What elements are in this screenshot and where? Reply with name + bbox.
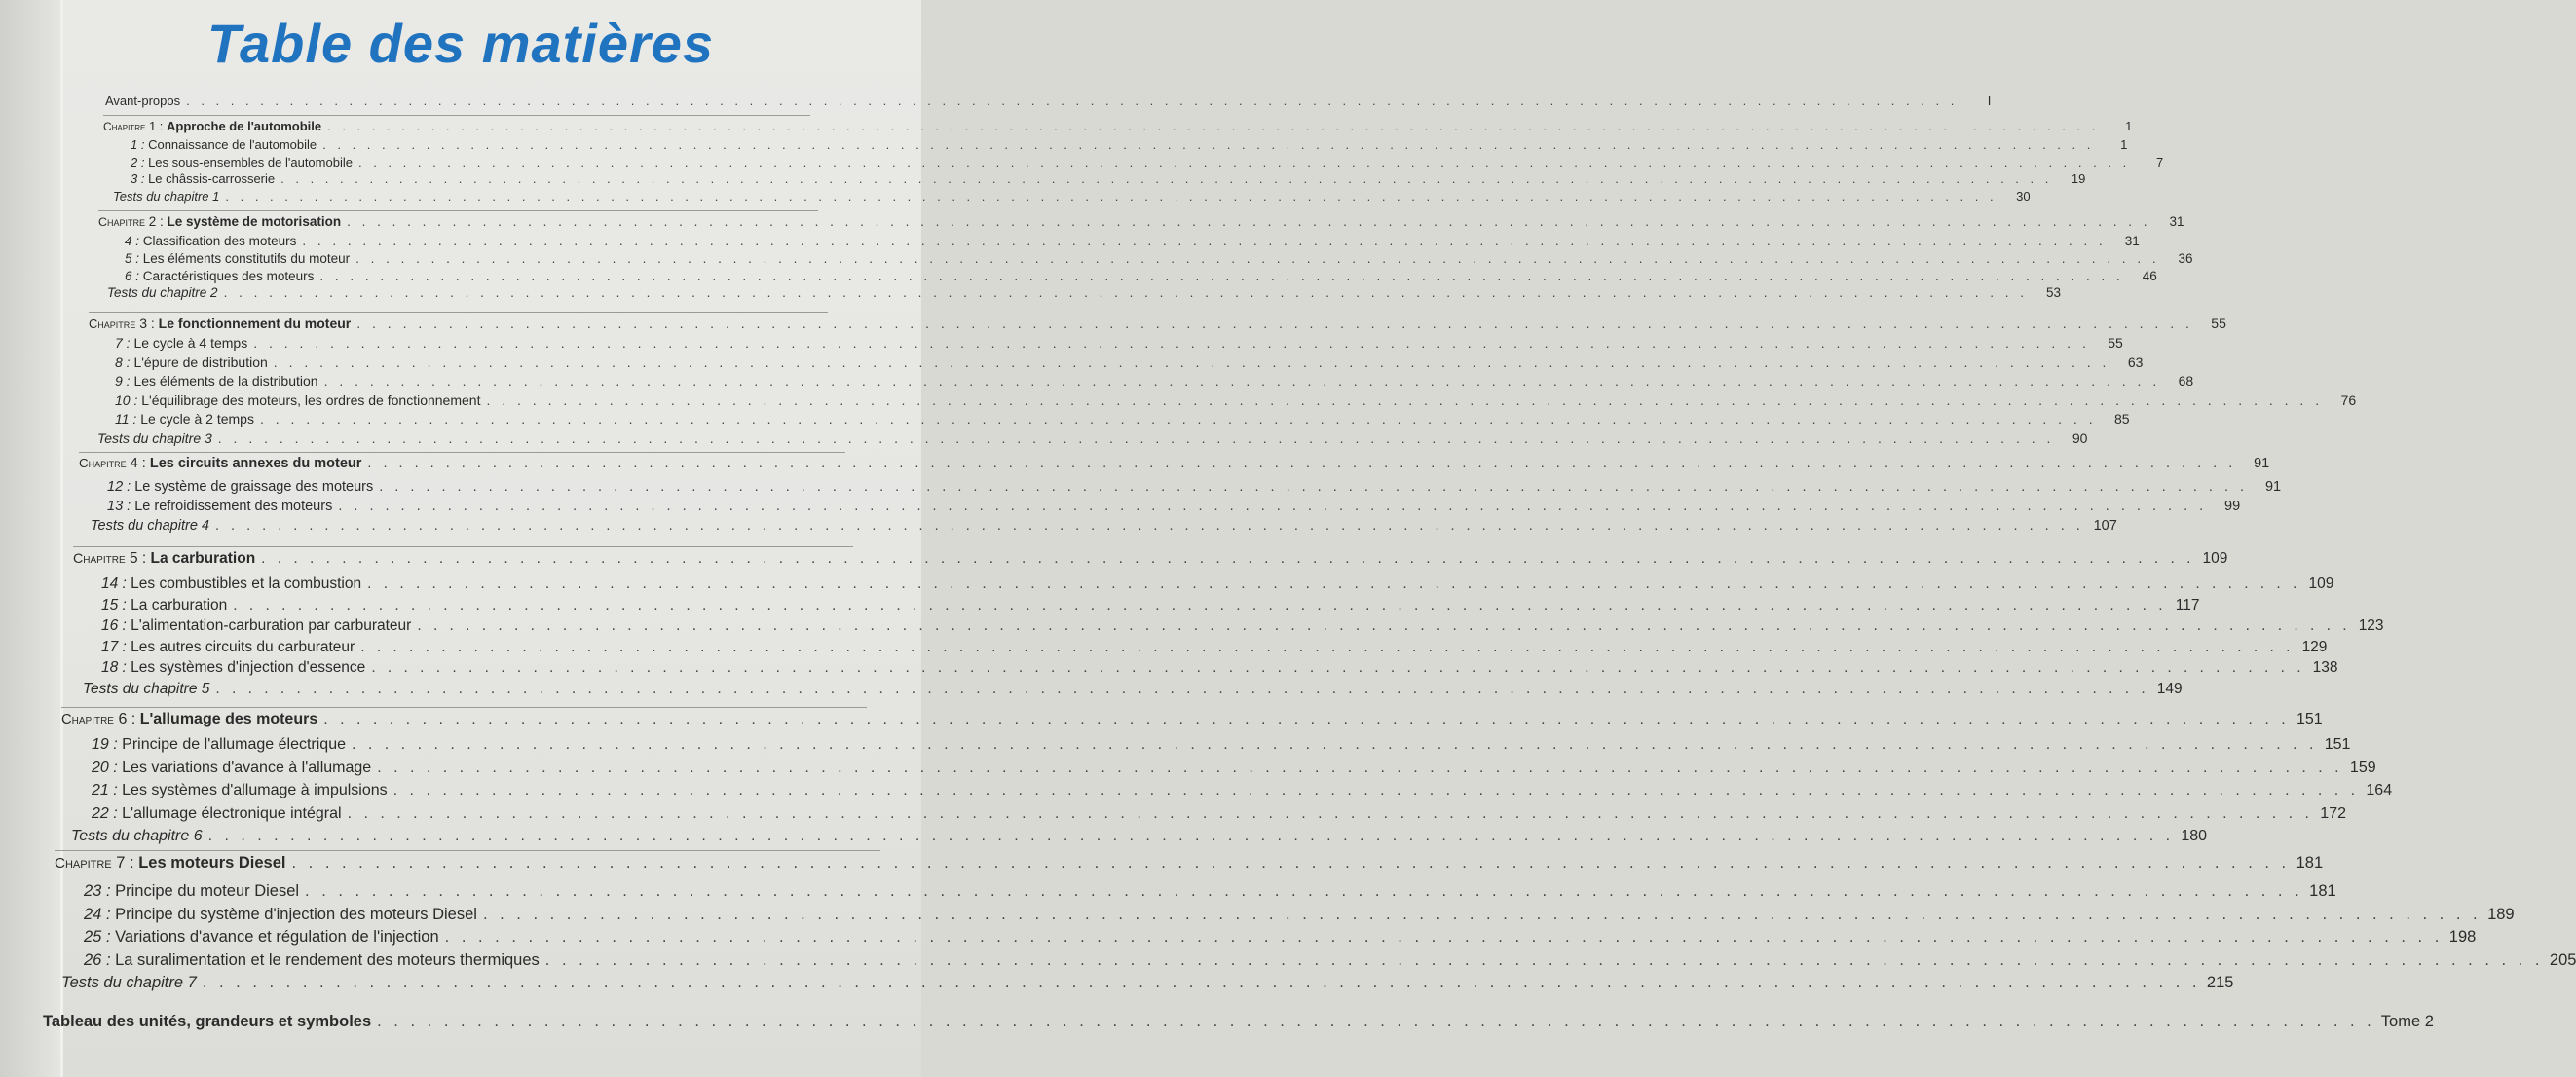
entry-label: Avant-propos [105, 93, 181, 108]
leader-dots: . . . . . . . . . . . . . . . . . . . . . . . . . . . . . . . . . . . . . . . . . . . . . . . . . . . . . . . . . . . . . . . . . . . . . . . . . . . . . . . . . . . . . . . . . . . . . . . . . . . . . . . . . . . . . . . . . . . . . . . . [323, 373, 2161, 389]
section-label: L'allumage électronique intégral [122, 804, 342, 822]
leader-dots: . . . . . . . . . . . . . . . . . . . . . . . . . . . . . . . . . . . . . . . . . . . . . . . . . . . . . . . . . . . . . . . . . . . . . . . . . . . . . . . . . . . . . . . . . . . . . . . . . . . . . . . . . . . . . . . . . . . . . . . . [327, 119, 2100, 133]
section-sep: : [108, 804, 123, 822]
section-sep: : [131, 234, 143, 248]
leader-dots: . . . . . . . . . . . . . . . . . . . . . . . . . . . . . . . . . . . . . . . . . . . . . . . . . . . . . . . . . . . . . . . . . . . . . . . . . . . . . . . . . . . . . . . . . . . . . . . . . . . . . . . . . . . . . . . . . . . . . . . . [367, 576, 2301, 592]
entry-text [131, 137, 317, 152]
section-sep: : [137, 171, 149, 186]
toc-tests-chapter-4 [91, 518, 2117, 538]
toc-section-8 [115, 353, 2144, 373]
toc-entry-units-table [43, 1013, 2434, 1034]
toc-section-22 [92, 804, 2346, 827]
chapter-number: 3 [139, 316, 147, 331]
chapter-number: 1 [148, 119, 157, 133]
page-number: 172 [2320, 804, 2346, 822]
entry-text [115, 392, 480, 408]
chapter-title: Le système de motorisation [167, 214, 342, 229]
entry-text [84, 928, 439, 947]
chapter-number: 7 [116, 854, 126, 872]
section-sep: : [118, 659, 131, 676]
page-number: 1 [2120, 137, 2128, 152]
section-number: 22 [92, 804, 109, 822]
section-number: 16 [101, 617, 119, 634]
section-sep: : [108, 736, 123, 753]
page-number: 63 [2127, 353, 2144, 370]
section-number: 19 [92, 736, 109, 753]
toc-section-3 [131, 171, 2086, 189]
section-number: 4 [125, 234, 132, 248]
page-number: 46 [2142, 268, 2157, 283]
entry-text [79, 456, 361, 471]
section-number: 10 [115, 391, 131, 408]
leader-dots: . . . . . . . . . . . . . . . . . . . . . . . . . . . . . . . . . . . . . . . . . . . . . . . . . . . . . . . . . . . . . . . . . . . . . . . . . . . . . . . . . . . . . . . . . . . . . . . . . . . . . . . . . . . . . . . . . . . . . . . . [259, 411, 2097, 427]
entry-text [98, 214, 341, 229]
section-sep: : [118, 617, 131, 634]
section-number: 7 [115, 335, 123, 351]
leader-dots: . . . . . . . . . . . . . . . . . . . . . . . . . . . . . . . . . . . . . . . . . . . . . . . . . . . . . . . . . . . . . . . . . . . . . . . . . . . . . . . . . . . . . . . . . . . . . . . . . . . . . . . . . . . . . . . . . . . . . . . . [367, 456, 2237, 471]
toc-chapter-5 [73, 550, 2228, 571]
page-number: 85 [2114, 411, 2130, 427]
page-number: 30 [2016, 188, 2031, 204]
page-number: 215 [2206, 974, 2234, 991]
leader-dots: . . . . . . . . . . . . . . . . . . . . . . . . . . . . . . . . . . . . . . . . . . . . . . . . . . . . . . . . . . . . . . . . . . . . . . . . . . . . . . . . . . . . . . . . . . . . . . . . . . . . . . . . . . . . . . . . . . . . . . . . [217, 429, 2055, 446]
toc-section-21 [92, 782, 2393, 803]
page-number: 107 [2093, 518, 2117, 534]
section-label: Principe de l'allumage électrique [122, 736, 346, 753]
tests-label: Tests du chapitre 6 [71, 828, 203, 844]
section-sep: : [123, 479, 135, 495]
page-number: 129 [2301, 638, 2328, 655]
section-sep: : [131, 250, 143, 266]
chapter-word: Chapitre [98, 215, 145, 229]
leader-dots: . . . . . . . . . . . . . . . . . . . . . . . . . . . . . . . . . . . . . . . . . . . . . . . . . . . . . . . . . . . . . . . . . . . . . . . . . . . . . . . . . . . . . . . . . . . . . . . . . . . . . . . . . . . . . . . . . . . . . . . . [261, 550, 2195, 567]
leader-dots: . . . . . . . . . . . . . . . . . . . . . . . . . . . . . . . . . . . . . . . . . . . . . . . . . . . . . . . . . . . . . . . . . . . . . . . . . . . . . . . . . . . . . . . . . . . . . . . . . . . . . . . . . . . . . . . . . . . . . . . . [355, 250, 2160, 266]
section-sep: : [123, 499, 135, 514]
chapter-sep: : [137, 456, 150, 471]
entry-text [125, 269, 314, 283]
section-number: 6 [125, 268, 132, 283]
section-label: La carburation [131, 596, 228, 613]
section-label: Le refroidissement des moteurs [134, 499, 333, 514]
toc-section-12 [107, 479, 2282, 499]
leader-dots: . . . . . . . . . . . . . . . . . . . . . . . . . . . . . . . . . . . . . . . . . . . . . . . . . . . . . . . . . . . . . . . . . . . . . . . . . . . . . . . . . . . . . . . . . . . . . . . . . . . . . . . . . . . . . . . . . . . . . . . . [202, 974, 2201, 991]
leader-dots: . . . . . . . . . . . . . . . . . . . . . . . . . . . . . . . . . . . . . . . . . . . . . . . . . . . . . . . . . . . . . . . . . . . . . . . . . . . . . . . . . . . . . . . . . . . . . . . . . . . . . . . . . . . . . . . . . . . . . . . . [379, 479, 2249, 495]
leader-dots: . . . . . . . . . . . . . . . . . . . . . . . . . . . . . . . . . . . . . . . . . . . . . . . . . . . . . . . . . . . . . . . . . . . . . . . . . . . . . . . . . . . . . . . . . . . . . . . . . . . . . . . . . . . . . . . . . . . . . . . . [215, 680, 2149, 697]
leader-dots: . . . . . . . . . . . . . . . . . . . . . . . . . . . . . . . . . . . . . . . . . . . . . . . . . . . . . . . . . . . . . . . . . . . . . . . . . . . . . . . . . . . . . . . . . . . . . . . . . . . . . . . . . . . . . . . . . . . . . . . . [273, 353, 2110, 370]
section-sep: : [101, 928, 116, 946]
chapter-word: Chapitre [73, 551, 126, 567]
leader-dots: . . . . . . . . . . . . . . . . . . . . . . . . . . . . . . . . . . . . . . . . . . . . . . . . . . . . . . . . . . . . . . . . . . . . . . . . . . . . . . . . . . . . . . . . . . . . . . . . . . . . . . . . . . . . . . . . . . . . . . . . [377, 759, 2343, 776]
toc-section-7 [115, 335, 2123, 353]
page-number: 123 [2358, 617, 2384, 634]
page-number: 151 [2324, 736, 2351, 753]
leader-dots: . . . . . . . . . . . . . . . . . . . . . . . . . . . . . . . . . . . . . . . . . . . . . . . . . . . . . . . . . . . . . . . . . . . . . . . . . . . . . . . . . . . . . . . . . . . . . . . . . . . . . . . . . . . . . . . . . . . . . . . . [347, 804, 2313, 822]
entry-text [61, 711, 317, 728]
toc-section-4 [125, 234, 2140, 251]
entry-text [101, 639, 355, 656]
chapter-divider [79, 452, 845, 453]
chapter-number: 5 [129, 550, 138, 567]
chapter-title: La carburation [150, 550, 256, 567]
page-number: 180 [2181, 828, 2208, 844]
page-number: 36 [2178, 250, 2193, 266]
toc-chapter-2 [98, 214, 2184, 232]
section-number: 9 [115, 373, 123, 389]
toc-section-17 [101, 638, 2328, 659]
entry-text [101, 659, 365, 677]
section-label: Les éléments constitutifs du moteur [142, 250, 351, 266]
chapter-sep: : [125, 854, 139, 872]
page-number: 53 [2045, 285, 2062, 301]
entry-text [107, 479, 373, 495]
toc-section-14 [101, 576, 2334, 596]
page-number: 68 [2178, 373, 2194, 389]
section-label: Les sous-ensembles de l'automobile [148, 154, 353, 169]
entry-text [84, 951, 540, 970]
section-number: 20 [92, 759, 109, 776]
entry-text [43, 1013, 371, 1031]
page-number: 91 [2264, 479, 2282, 495]
tests-label: Tests du chapitre 1 [113, 188, 220, 204]
section-sep: : [137, 137, 149, 152]
entry-text [91, 518, 209, 534]
entry-text [92, 782, 388, 799]
chapter-sep: : [137, 550, 151, 567]
section-sep: : [101, 882, 116, 900]
chapter-title: Les moteurs Diesel [138, 854, 286, 872]
page-number: 205 [2549, 950, 2576, 969]
chapter-title: Les circuits annexes du moteur [149, 456, 362, 471]
section-label: L'épure de distribution [133, 353, 268, 370]
chapter-sep: : [156, 119, 168, 133]
tests-label: Tests du chapitre 2 [107, 285, 218, 301]
page-title: Table des matières [206, 13, 715, 74]
page-number: 1 [2125, 119, 2133, 133]
toc-chapter-1 [103, 119, 2133, 136]
entry-text [113, 189, 219, 204]
page-number: 31 [2124, 234, 2140, 248]
page-number: 109 [2202, 550, 2228, 567]
toc-tests-chapter-7 [61, 974, 2234, 995]
toc-section-25 [84, 928, 2477, 949]
page-number: 76 [2340, 391, 2357, 408]
section-label: L'équilibrage des moteurs, les ordres de fonctionnement [141, 391, 481, 408]
section-sep: : [118, 596, 131, 613]
chapter-sep: : [156, 214, 168, 229]
section-number: 18 [101, 659, 119, 676]
leader-dots: . . . . . . . . . . . . . . . . . . . . . . . . . . . . . . . . . . . . . . . . . . . . . . . . . . . . . . . . . . . . . . . . . . . . . . . . . . . . . . . . . . . . . . . . . . . . . . . . . . . . . . . . . . . . . . . . . . . . . . . . [352, 736, 2318, 753]
section-label: Principe du moteur Diesel [115, 882, 300, 900]
section-number: 11 [115, 411, 130, 427]
entry-text [84, 882, 299, 901]
section-label: Le cycle à 4 temps [133, 335, 248, 351]
entry-text [115, 354, 268, 370]
section-label: Connaissance de l'automobile [148, 137, 317, 152]
chapter-sep: : [147, 316, 159, 331]
section-number: 12 [107, 479, 124, 495]
section-label: L'alimentation-carburation par carburateur [131, 617, 412, 634]
chapter-divider [98, 210, 818, 211]
page-number: 189 [2487, 905, 2515, 923]
entry-text [61, 974, 197, 992]
toc-tests-chapter-5 [83, 680, 2183, 701]
leader-dots: . . . . . . . . . . . . . . . . . . . . . . . . . . . . . . . . . . . . . . . . . . . . . . . . . . . . . . . . . . . . . . . . . . . . . . . . . . . . . . . . . . . . . . . . . . . . . . . . . . . . . . . . . . . . . . . . . . . . . . . . [280, 171, 2053, 186]
entry-text [125, 251, 350, 266]
page-number: 90 [2072, 429, 2088, 446]
chapter-divider [55, 850, 880, 851]
page-number: 151 [2296, 711, 2323, 727]
chapter-word: Chapitre [61, 712, 114, 727]
entry-text [115, 411, 254, 427]
toc-section-9 [115, 373, 2194, 391]
entry-text [115, 373, 318, 389]
entry-text [101, 617, 411, 635]
section-label: Classification des moteurs [142, 234, 297, 248]
leader-dots: . . . . . . . . . . . . . . . . . . . . . . . . . . . . . . . . . . . . . . . . . . . . . . . . . . . . . . . . . . . . . . . . . . . . . . . . . . . . . . . . . . . . . . . . . . . . . . . . . . . . . . . . . . . . . . . . . . . . . . . . [319, 268, 2124, 283]
toc-chapter-3 [89, 316, 2226, 334]
toc-section-6 [125, 268, 2157, 286]
section-sep: : [137, 154, 149, 169]
leader-dots: . . . . . . . . . . . . . . . . . . . . . . . . . . . . . . . . . . . . . . . . . . . . . . . . . . . . . . . . . . . . . . . . . . . . . . . . . . . . . . . . . . . . . . . . . . . . . . . . . . . . . . . . . . . . . . . . . . . . . . . . [444, 928, 2444, 946]
section-label: Les autres circuits du carburateur [131, 638, 355, 655]
chapter-title: L'allumage des moteurs [139, 711, 318, 727]
section-sep: : [129, 411, 141, 427]
section-number: 23 [84, 882, 102, 900]
section-label: Principe du système d'injection des moteurs Diesel [115, 905, 477, 923]
section-sep: : [101, 950, 116, 969]
entry-text [89, 316, 351, 331]
entry-text [103, 119, 321, 133]
entry-text [125, 234, 296, 248]
tests-label: Tests du chapitre 4 [91, 518, 209, 534]
entry-text [55, 854, 286, 873]
section-number: 13 [107, 499, 124, 514]
section-number: 24 [84, 905, 102, 923]
leader-dots: . . . . . . . . . . . . . . . . . . . . . . . . . . . . . . . . . . . . . . . . . . . . . . . . . . . . . . . . . . . . . . . . . . . . . . . . . . . . . . . . . . . . . . . . . . . . . . . . . . . . . . . . . . . . . . . . . . . . . . . . [544, 950, 2544, 969]
toc-section-5 [125, 250, 2193, 269]
section-label: Variations d'avance et régulation de l'injection [115, 928, 439, 946]
page-number: 7 [2155, 154, 2164, 169]
leader-dots: . . . . . . . . . . . . . . . . . . . . . . . . . . . . . . . . . . . . . . . . . . . . . . . . . . . . . . . . . . . . . . . . . . . . . . . . . . . . . . . . . . . . . . . . . . . . . . . . . . . . . . . . . . . . . . . . . . . . . . . . [186, 93, 1959, 108]
page-number: 164 [2366, 782, 2393, 798]
chapter-word: Chapitre [79, 456, 127, 470]
page-number: 181 [2309, 882, 2336, 900]
section-sep: : [122, 373, 134, 389]
entry-text [101, 597, 227, 614]
toc-section-15 [101, 596, 2200, 617]
section-number: 2 [131, 154, 138, 169]
page-number: 181 [2296, 854, 2324, 872]
entry-text [107, 285, 218, 300]
leader-dots: . . . . . . . . . . . . . . . . . . . . . . . . . . . . . . . . . . . . . . . . . . . . . . . . . . . . . . . . . . . . . . . . . . . . . . . . . . . . . . . . . . . . . . . . . . . . . . . . . . . . . . . . . . . . . . . . . . . . . . . . [323, 711, 2290, 727]
entry-text [84, 906, 477, 924]
entry-text [131, 155, 353, 169]
entry-text [97, 430, 212, 446]
page-number: 31 [2169, 214, 2184, 229]
page-number: 198 [2448, 928, 2477, 946]
leader-dots: . . . . . . . . . . . . . . . . . . . . . . . . . . . . . . . . . . . . . . . . . . . . . . . . . . . . . . . . . . . . . . . . . . . . . . . . . . . . . . . . . . . . . . . . . . . . . . . . . . . . . . . . . . . . . . . . . . . . . . . . [225, 188, 1997, 204]
section-number: 3 [131, 171, 138, 186]
tests-label: Tests du chapitre 3 [97, 429, 212, 446]
toc-entry-avant-propos [105, 93, 1992, 111]
page-number: 159 [2349, 759, 2376, 776]
toc-chapter-6 [61, 711, 2323, 732]
section-label: Caractéristiques des moteurs [142, 268, 315, 283]
toc-section-20 [92, 759, 2376, 781]
section-label: Les systèmes d'injection d'essence [131, 659, 366, 676]
chapter-word: Chapitre [89, 316, 136, 331]
leader-dots: . . . . . . . . . . . . . . . . . . . . . . . . . . . . . . . . . . . . . . . . . . . . . . . . . . . . . . . . . . . . . . . . . . . . . . . . . . . . . . . . . . . . . . . . . . . . . . . . . . . . . . . . . . . . . . . . . . . . . . . . [371, 659, 2305, 676]
chapter-divider [61, 707, 867, 708]
section-number: 15 [101, 596, 119, 613]
final-label: Tableau des unités, grandeurs et symboles [43, 1013, 372, 1030]
toc-chapter-7 [55, 854, 2324, 875]
page-number: 117 [2175, 596, 2200, 613]
entry-text [115, 335, 247, 351]
chapter-number: 4 [130, 456, 138, 471]
toc-section-19 [92, 736, 2351, 758]
page-number: 91 [2254, 456, 2270, 471]
leader-dots: . . . . . . . . . . . . . . . . . . . . . . . . . . . . . . . . . . . . . . . . . . . . . . . . . . . . . . . . . . . . . . . . . . . . . . . . . . . . . . . . . . . . . . . . . . . . . . . . . . . . . . . . . . . . . . . . . . . . . . . . [417, 617, 2351, 634]
leader-dots: . . . . . . . . . . . . . . . . . . . . . . . . . . . . . . . . . . . . . . . . . . . . . . . . . . . . . . . . . . . . . . . . . . . . . . . . . . . . . . . . . . . . . . . . . . . . . . . . . . . . . . . . . . . . . . . . . . . . . . . . [357, 154, 2131, 169]
page-number: Tome 2 [2380, 1013, 2434, 1030]
chapter-word: Chapitre [103, 120, 146, 133]
entry-text [92, 736, 346, 754]
toc-chapter-4 [79, 456, 2270, 475]
section-label: Les combustibles et la combustion [131, 576, 362, 592]
section-sep: : [118, 576, 131, 592]
section-sep: : [101, 905, 116, 923]
leader-dots: . . . . . . . . . . . . . . . . . . . . . . . . . . . . . . . . . . . . . . . . . . . . . . . . . . . . . . . . . . . . . . . . . . . . . . . . . . . . . . . . . . . . . . . . . . . . . . . . . . . . . . . . . . . . . . . . . . . . . . . . [302, 234, 2107, 248]
tests-label: Tests du chapitre 7 [61, 974, 197, 991]
entry-text [105, 93, 180, 108]
entry-text [92, 805, 342, 823]
chapter-title: Le fonctionnement du moteur [158, 316, 352, 331]
entry-text [107, 499, 332, 514]
section-sep: : [130, 391, 142, 408]
section-sep: : [122, 335, 134, 351]
page-number: 55 [2211, 316, 2226, 331]
page-number: 99 [2224, 499, 2241, 514]
section-number: 26 [84, 950, 102, 969]
toc-section-2 [131, 154, 2164, 172]
section-label: Les éléments de la distribution [133, 373, 318, 389]
leader-dots: . . . . . . . . . . . . . . . . . . . . . . . . . . . . . . . . . . . . . . . . . . . . . . . . . . . . . . . . . . . . . . . . . . . . . . . . . . . . . . . . . . . . . . . . . . . . . . . . . . . . . . . . . . . . . . . . . . . . . . . . [377, 1013, 2375, 1030]
toc-tests-chapter-6 [71, 828, 2208, 849]
section-sep: : [108, 759, 123, 776]
section-number: 14 [101, 576, 119, 592]
leader-dots: . . . . . . . . . . . . . . . . . . . . . . . . . . . . . . . . . . . . . . . . . . . . . . . . . . . . . . . . . . . . . . . . . . . . . . . . . . . . . . . . . . . . . . . . . . . . . . . . . . . . . . . . . . . . . . . . . . . . . . . . [392, 782, 2360, 798]
toc-section-11 [115, 411, 2130, 429]
entry-text [73, 550, 255, 568]
chapter-number: 2 [148, 214, 157, 229]
section-label: Les systèmes d'allumage à impulsions [122, 782, 388, 798]
toc-section-16 [101, 617, 2384, 638]
chapter-divider [73, 546, 853, 547]
leader-dots: . . . . . . . . . . . . . . . . . . . . . . . . . . . . . . . . . . . . . . . . . . . . . . . . . . . . . . . . . . . . . . . . . . . . . . . . . . . . . . . . . . . . . . . . . . . . . . . . . . . . . . . . . . . . . . . . . . . . . . . . [486, 391, 2324, 408]
toc-section-26 [84, 950, 2576, 973]
section-number: 8 [115, 353, 123, 370]
toc-tests-chapter-2 [107, 285, 2062, 303]
chapter-word: Chapitre [55, 855, 112, 872]
toc-section-13 [107, 499, 2241, 518]
section-label: La suralimentation et le rendement des moteurs thermiques [115, 950, 540, 969]
section-label: Le système de graissage des moteurs [134, 479, 374, 495]
section-sep: : [108, 782, 123, 798]
tests-label: Tests du chapitre 5 [83, 680, 210, 697]
toc-section-1 [131, 137, 2128, 155]
leader-dots: . . . . . . . . . . . . . . . . . . . . . . . . . . . . . . . . . . . . . . . . . . . . . . . . . . . . . . . . . . . . . . . . . . . . . . . . . . . . . . . . . . . . . . . . . . . . . . . . . . . . . . . . . . . . . . . . . . . . . . . . [356, 316, 2193, 331]
section-sep: : [131, 268, 143, 283]
entry-text [83, 681, 209, 698]
section-sep: : [122, 353, 134, 370]
leader-dots: . . . . . . . . . . . . . . . . . . . . . . . . . . . . . . . . . . . . . . . . . . . . . . . . . . . . . . . . . . . . . . . . . . . . . . . . . . . . . . . . . . . . . . . . . . . . . . . . . . . . . . . . . . . . . . . . . . . . . . . . [482, 905, 2482, 923]
toc-section-24 [84, 905, 2515, 927]
leader-dots: . . . . . . . . . . . . . . . . . . . . . . . . . . . . . . . . . . . . . . . . . . . . . . . . . . . . . . . . . . . . . . . . . . . . . . . . . . . . . . . . . . . . . . . . . . . . . . . . . . . . . . . . . . . . . . . . . . . . . . . . [322, 137, 2095, 152]
entry-text [101, 576, 361, 593]
toc-tests-chapter-1 [113, 188, 2031, 206]
toc-tests-chapter-3 [97, 429, 2088, 449]
section-number: 1 [131, 137, 138, 152]
chapter-number: 6 [118, 711, 128, 727]
chapter-divider [89, 312, 828, 313]
entry-text [131, 171, 275, 186]
leader-dots: . . . . . . . . . . . . . . . . . . . . . . . . . . . . . . . . . . . . . . . . . . . . . . . . . . . . . . . . . . . . . . . . . . . . . . . . . . . . . . . . . . . . . . . . . . . . . . . . . . . . . . . . . . . . . . . . . . . . . . . . [347, 214, 2151, 229]
leader-dots: . . . . . . . . . . . . . . . . . . . . . . . . . . . . . . . . . . . . . . . . . . . . . . . . . . . . . . . . . . . . . . . . . . . . . . . . . . . . . . . . . . . . . . . . . . . . . . . . . . . . . . . . . . . . . . . . . . . . . . . . [338, 499, 2208, 514]
leader-dots: . . . . . . . . . . . . . . . . . . . . . . . . . . . . . . . . . . . . . . . . . . . . . . . . . . . . . . . . . . . . . . . . . . . . . . . . . . . . . . . . . . . . . . . . . . . . . . . . . . . . . . . . . . . . . . . . . . . . . . . . [223, 285, 2029, 301]
entry-text [71, 828, 203, 845]
page-number: 149 [2156, 680, 2183, 697]
section-sep: : [118, 638, 131, 655]
leader-dots: . . . . . . . . . . . . . . . . . . . . . . . . . . . . . . . . . . . . . . . . . . . . . . . . . . . . . . . . . . . . . . . . . . . . . . . . . . . . . . . . . . . . . . . . . . . . . . . . . . . . . . . . . . . . . . . . . . . . . . . . [253, 335, 2090, 351]
page-number: 138 [2312, 659, 2338, 676]
page-number: I [1987, 93, 1992, 108]
leader-dots: . . . . . . . . . . . . . . . . . . . . . . . . . . . . . . . . . . . . . . . . . . . . . . . . . . . . . . . . . . . . . . . . . . . . . . . . . . . . . . . . . . . . . . . . . . . . . . . . . . . . . . . . . . . . . . . . . . . . . . . . [214, 518, 2084, 534]
section-label: Les variations d'avance à l'allumage [122, 759, 372, 776]
section-number: 17 [101, 638, 119, 655]
chapter-sep: : [127, 711, 140, 727]
chapter-title: Approche de l'automobile [167, 119, 322, 133]
leader-dots: . . . . . . . . . . . . . . . . . . . . . . . . . . . . . . . . . . . . . . . . . . . . . . . . . . . . . . . . . . . . . . . . . . . . . . . . . . . . . . . . . . . . . . . . . . . . . . . . . . . . . . . . . . . . . . . . . . . . . . . . [233, 596, 2167, 613]
section-number: 25 [84, 928, 102, 946]
toc-section-10 [115, 391, 2357, 411]
section-number: 5 [125, 250, 132, 266]
entry-text [92, 760, 371, 777]
leader-dots: . . . . . . . . . . . . . . . . . . . . . . . . . . . . . . . . . . . . . . . . . . . . . . . . . . . . . . . . . . . . . . . . . . . . . . . . . . . . . . . . . . . . . . . . . . . . . . . . . . . . . . . . . . . . . . . . . . . . . . . . [207, 828, 2175, 844]
page-number: 109 [2308, 576, 2334, 592]
leader-dots: . . . . . . . . . . . . . . . . . . . . . . . . . . . . . . . . . . . . . . . . . . . . . . . . . . . . . . . . . . . . . . . . . . . . . . . . . . . . . . . . . . . . . . . . . . . . . . . . . . . . . . . . . . . . . . . . . . . . . . . . [291, 854, 2291, 872]
leader-dots: . . . . . . . . . . . . . . . . . . . . . . . . . . . . . . . . . . . . . . . . . . . . . . . . . . . . . . . . . . . . . . . . . . . . . . . . . . . . . . . . . . . . . . . . . . . . . . . . . . . . . . . . . . . . . . . . . . . . . . . . [360, 638, 2295, 655]
section-number: 21 [92, 782, 109, 798]
section-label: Le cycle à 2 temps [140, 411, 254, 427]
chapter-divider [103, 115, 810, 116]
page-number: 19 [2071, 171, 2086, 186]
leader-dots: . . . . . . . . . . . . . . . . . . . . . . . . . . . . . . . . . . . . . . . . . . . . . . . . . . . . . . . . . . . . . . . . . . . . . . . . . . . . . . . . . . . . . . . . . . . . . . . . . . . . . . . . . . . . . . . . . . . . . . . . [305, 882, 2303, 900]
page-number: 55 [2108, 335, 2123, 351]
toc-section-18 [101, 659, 2338, 680]
section-label: Le châssis-carrosserie [148, 171, 276, 186]
toc-section-23 [84, 882, 2336, 904]
